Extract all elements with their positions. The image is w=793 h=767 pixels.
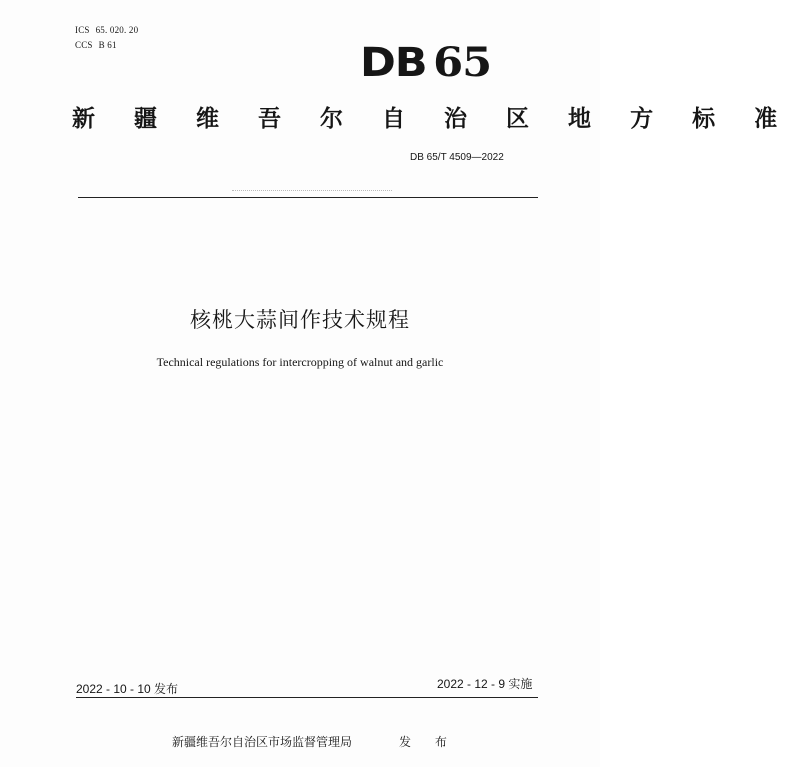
ics-classification [75,24,144,36]
ccs-code: B 61 [98,40,117,50]
db-standard-logo [360,40,491,86]
faint-divider [232,190,392,191]
ics-label: ICS [75,25,90,35]
standard-category-heading: 新 疆 维 吾 尔 自 治 区 地 方 标 准 [72,106,793,132]
ccs-classification [75,39,123,51]
ics-code: 65. 020. 20 [95,25,139,35]
ccs-label: CCS [75,40,93,50]
issue-date: 2022 - 10 - 10 发布 [76,682,179,696]
top-divider [78,197,538,198]
implementation-date: 2022 - 12 - 9 实施 [437,677,533,691]
logo-letters: DB [360,40,427,86]
bottom-divider [76,697,538,698]
logo-number: 65 [433,39,492,86]
chinese-title: 核桃大蒜间作技术规程 [190,308,410,332]
publisher-name: 新疆维吾尔自治区市场监督管理局 [172,735,353,749]
publish-label: 发 布 [399,735,457,749]
english-title: Technical regulations for intercropping of walnut and garlic [156,355,444,369]
standard-code: DB 65/T 4509—2022 [410,152,504,163]
